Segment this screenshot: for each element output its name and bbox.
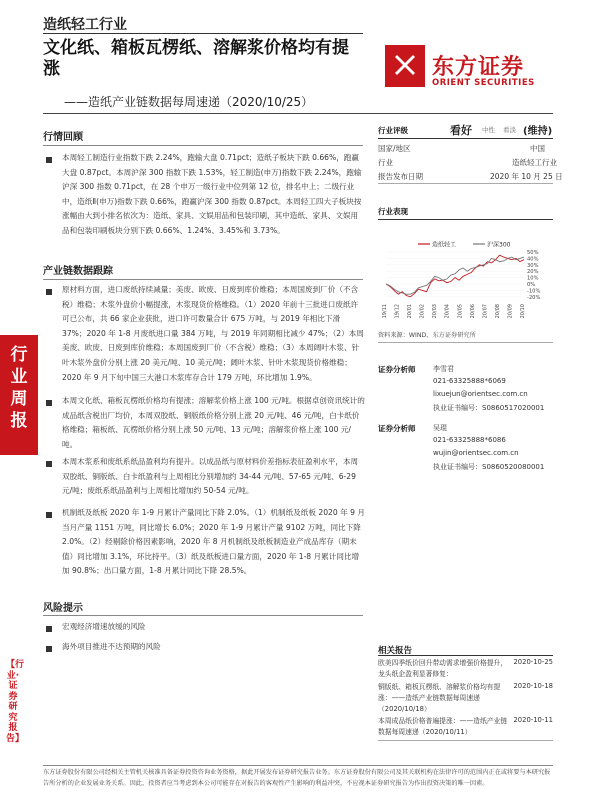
bullet-icon [46,512,52,518]
analyst-name: 吴琨 [433,424,447,432]
y-tick-label: 30% [527,262,539,269]
paragraph-text: 本周木浆系和废纸系纸品盈利均有提升。以成品纸与原材料价差指标表征盈利水平，本周双胶纸、铜版纸、白卡纸盈利与上周相比分别增加约 34-44 元/吨、57-65 元/吨、6-29 元/吨；废纸系纸品盈利与上周相比增加约 50-54 元/吨。 [62,457,359,496]
analyst-email[interactable]: lixuejun@orientsec.com.cn [433,390,528,398]
paragraph-text: 本周轻工制造行业指数下跌 2.24%，跑输大盘 0.71pct；造纸子板块下跌 0.66%，跑赢大盘 0.87pct。本周沪深 300 指数下跌 1.53%，轻工制造(申万)指数下跌 2.24%，跑输沪深 300 指数 0.71pct，在 28 个申万一级行业中位列第 12 位，排名中上；二级行业中，造纸Ⅱ(申万)指数下跌 0.66%，跑赢沪深 300 指数 0.87pct。本周轻工四大子板块按涨幅由大到小排名依次为：造纸、家具、文娱用品和包装印刷，其中造纸、家具、文娱用品和包装印刷板块分别下跌 0.66%、1.24%、3.45%和 3.73%。 [62,153,362,235]
rating-option-neutral: 中性 [482,126,495,134]
left-banner-text: 行业周报 [10,345,28,431]
industry-label: 造纸轻工行业 [43,17,127,33]
rating-option-bearish: 看淡 [503,126,516,134]
related-report-item[interactable]: 欧美四季纸价回升带动需求增强价格提升，龙头纸企盈利显著修复： [378,659,508,678]
orient-logo-icon [385,45,425,87]
section-title-market-review: 行情回顾 [43,132,83,143]
related-divider [378,655,553,656]
related-divider [378,740,553,741]
analyst-phone: 021-63325888*6086 [433,436,506,444]
paragraph-paper-price [62,394,365,452]
section-title-risk: 风险提示 [43,603,83,614]
x-tick-label: 20/04 [444,304,451,319]
series-line [386,257,524,294]
logo-glyph-icon [393,53,417,79]
analyst-name: 李雪君 [433,365,454,373]
related-report-date: 2020-10-11 [513,716,553,724]
paragraph-text: 机制纸及纸板 2020 年 1-9 月累计产量同比下降 2.0%。（1）机制纸及纸板 2020 年 9 月当月产量 1151 万吨，同比增长 6.0%；2020 年 1-9 月累计产量 9102 万吨，同比下降 2.0%。（2）经剔除价格因素影响，2020 年 8 月机制纸及纸板制造业产成品库存（期末值）同比增加 3.1%，环比持平。（3）纸及纸板进口量方面，2020 年 1-8 月累计同比增加 90.8%；出口量方面，1-8 月累计同比下降 28.5%。 [62,508,365,576]
x-tick-label: 20/09 [507,304,514,319]
bullet-icon [46,400,52,406]
report-subtitle: ——造纸产业链数据每周速递（2020/10/25） [64,95,314,109]
performance-chart [378,238,553,326]
logo-name-en: ORIENT SECURITIES [432,78,535,88]
y-tick-label: 0% [527,282,536,288]
header-divider [43,113,553,114]
analyst-cert: 执业证书编号：S0860520080001 [433,463,545,471]
y-tick-label: -10% [527,288,541,295]
rating-label: 行业评级 [378,126,408,135]
related-report-date: 2020-10-25 [513,658,553,666]
section-divider [43,615,363,616]
left-vertical-label: 【行业·证券研究报告】 [6,660,25,744]
rating-value: 看好 [450,124,472,137]
legend-label: 沪深300 [487,241,511,249]
paragraph-output [62,506,365,579]
footer-divider [43,765,553,766]
date-label: 报告发布日期 [378,172,423,181]
bullet-icon [46,646,52,652]
industry-row-label: 行业 [378,158,393,167]
related-report-item[interactable]: 本周成品纸价格普遍提涨：——造纸产业链数据每周速递（2020/10/11） [378,717,508,736]
chart-source: 资料来源：WIND、东方证券研究所 [378,332,476,339]
analyst-phone: 021-63325888*6069 [433,377,506,385]
footer-disclaimer: 东方证券股份有限公司经相关主管机关核准具备证券投资咨询业务资格，据此开展发布证券研究报告业务。东方证券股份有限公司及其关联机构在法律许可的范围内正在或将要与本研究报告所分析的企业发展业务关系。因此，投资者应当考虑到本公司可能存在对报告的客观性产生影响的利益冲突，不应视本证券研究报告为作出投资决策的唯一因素。 [43,769,551,787]
related-report-date: 2020-10-18 [513,682,553,690]
chart-title-divider [378,219,553,220]
paragraph-text: 本周文化纸、箱板瓦楞纸价格均有提涨；溶解浆价格上涨 100 元/吨。根据卓创资讯统计的成品纸含税出厂均价，本周双胶纸、铜版纸价格分别上涨 20 元/吨、46 元/吨，白卡纸价格维稳；箱板纸、瓦楞纸价格分别上涨 50 元/吨、13 元/吨；溶解浆价格上涨 100 元/吨。 [62,396,365,449]
x-tick-label: 20/10 [520,304,526,319]
risk-item: 海外项目推进不达预期的风险 [62,642,161,651]
bullet-icon [46,626,52,632]
x-tick-label: 20/03 [432,304,439,319]
paragraph-market-review [62,151,365,239]
x-tick-label: 19/11 [382,304,388,319]
x-tick-label: 20/05 [457,304,464,319]
x-tick-label: 20/02 [419,304,426,319]
x-tick-label: 20/08 [494,304,501,319]
analyst-label: 证券分析师 [378,424,416,433]
x-tick-label: 19/12 [394,304,401,319]
rating-divider [378,138,553,139]
y-tick-label: 20% [527,269,539,276]
logo-name-cn: 东方证券 [432,55,525,80]
y-tick-label: -20% [527,294,541,301]
date-value: 2020 年 10 月 25 日 [490,172,563,181]
related-reports-title: 相关报告 [378,646,413,656]
industry-row-value: 造纸轻工行业 [512,158,557,167]
section-divider [43,145,363,146]
related-report-item[interactable]: 铜版纸、箱板瓦楞纸、溶解浆价格均有提涨：——造纸产业链数据每周速递（2020/10/18） [378,683,501,713]
paragraph-profit [62,455,365,499]
country-value: 中国 [530,144,545,153]
report-title: 文化纸、箱板瓦楞纸、溶解浆价格均有提涨 [43,38,349,79]
country-label: 国家/地区 [378,144,411,153]
y-tick-label: 40% [527,256,539,263]
title-divider [43,33,363,34]
x-tick-label: 20/06 [469,304,476,319]
risk-item: 宏观经济增速放缓的风险 [62,622,146,631]
section-divider [43,279,363,280]
chart-divider [378,342,553,343]
rating-divider [378,183,553,184]
bullet-icon [46,461,52,467]
analyst-email[interactable]: wujin@orientsec.com.cn [433,449,519,457]
x-tick-label: 20/01 [407,304,414,319]
analyst-cert: 执业证书编号：S0860517020001 [433,404,545,412]
analyst-label: 证券分析师 [378,365,416,374]
rating-hold: (维持) [523,126,553,137]
chart-title: 行业表现 [378,207,408,216]
bullet-icon [46,157,52,163]
paragraph-raw-material [62,283,365,385]
y-tick-label: 10% [527,275,539,282]
y-tick-label: 50% [527,250,539,256]
x-tick-label: 20/07 [482,304,489,319]
bullet-icon [46,289,52,295]
legend-label: 造纸轻工 [432,241,457,249]
section-title-industry-tracking: 产业链数据跟踪 [43,266,113,277]
paragraph-text: 原材料方面，进口废纸持续减量；美废、欧废、日废到库价维稳；本周国废到厂价（不含税）维稳；木浆外盘价小幅提涨，木浆现货价格维稳。（1）2020 年前十三批进口废纸许可已公布，共 66 家企业获批，进口许可数量合计 675 万吨，与 2019 年相比下滑 37%；2020 年 1-8 月废纸进口量 384 万吨，与 2019 年同期相比减少 47%；（2）本周美废、欧废、日废到库价维稳；本周国废到厂价（不含税）维稳；（3）本周阔叶木浆、针叶木浆外盘价分别上涨 20 美元/吨、10 美元/吨；阔叶木浆、针叶木浆现货价格维稳；2020 年 9 月下旬中国三大港口木浆库存合计 179 万吨，环比增加 1.9%。 [62,285,364,382]
